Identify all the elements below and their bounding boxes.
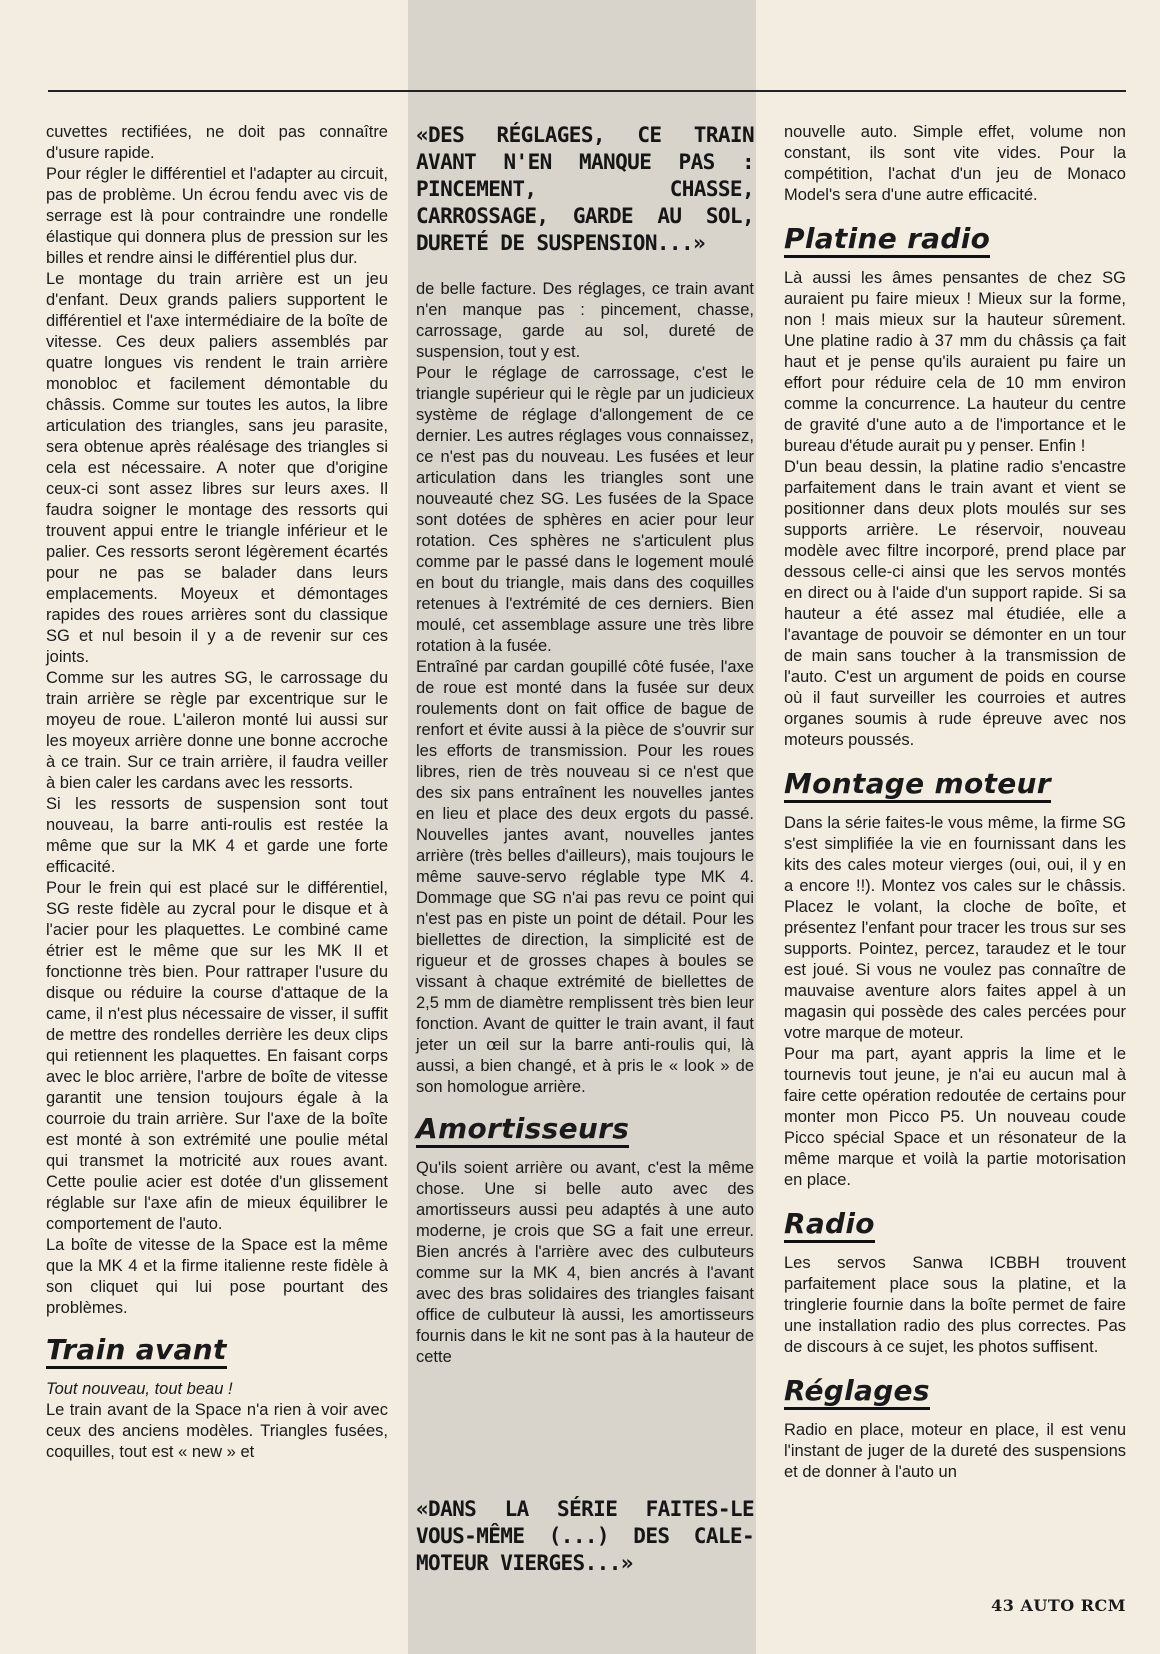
paragraph: Comme sur les autres SG, le carrossage du train arrière se règle par excentrique sur le moyeu de roue. L'aileron monté lui aussi sur les moyeux arrière donne une bonne accroche à ce train. Sur ce train arrière, il faudra veiller à bien caler les cardans avec les ressorts.	[46, 669, 388, 792]
paragraph: Pour ma part, ayant appris la lime et le tournevis tout jeune, je n'ai eu aucun mal à faire cette opération redoutée de certains pour monter mon Picco P5. Un nouveau coude Picco spécial Space et un résonateur de la même marque et voilà la partie motorisation en place.	[784, 1045, 1126, 1189]
magazine-name: AUTO RCM	[1020, 1596, 1126, 1615]
paragraph: Qu'ils soient arrière ou avant, c'est la même chose. Une si belle auto avec des amortisseurs aussi peu adaptés à une auto moderne, je crois que SG a fait une erreur. Bien ancrés à l'arrière avec des culbuteurs comme sur la MK 4, bien ancrés à l'avant avec des bras solidaires des triangles faisant office de culbuteur là aussi, les amortisseurs fournis dans le kit ne sont pas à la hauteur de cette	[416, 1159, 754, 1366]
paragraph: Radio en place, moteur en place, il est venu l'instant de juger de la dureté des suspensions et de donner à l'auto un	[784, 1421, 1126, 1481]
section-intro: Tout nouveau, tout beau !	[46, 1380, 233, 1398]
header-rule	[48, 90, 1126, 92]
section-heading-amortisseurs: Amortisseurs	[416, 1114, 629, 1148]
page-folio	[991, 1596, 1126, 1615]
paragraph: La boîte de vitesse de la Space est la même que la MK 4 et la firme italienne reste fidèle à son cliquet qui lui pose pourtant des problèmes.	[46, 1236, 388, 1317]
section-heading-radio: Radio	[784, 1209, 875, 1243]
article-column-2	[416, 122, 754, 1368]
pull-quote-bottom: «DANS LA SÉRIE FAITES-LE VOUS-MÊME (...) DES CALE-MOTEUR VIERGES...»	[416, 1497, 754, 1575]
paragraph: Pour régler le différentiel et l'adapter au circuit, pas de problème. Un écrou fendu avec vis de serrage est là pour contraindre une rondelle élastique qui donnera plus de pression sur les billes et rendre ainsi le différentiel plus dur.	[46, 165, 388, 267]
section-heading-reglages: Réglages	[784, 1376, 930, 1410]
paragraph: cuvettes rectifiées, ne doit pas connaître d'usure rapide.	[46, 123, 388, 162]
page-number: 43	[991, 1596, 1015, 1615]
article-column-1	[46, 122, 388, 1463]
section-heading-train-avant: Train avant	[46, 1335, 227, 1369]
paragraph: Si les ressorts de suspension sont tout nouveau, la barre anti-roulis est restée la même que sur la MK 4 et garde une forte efficacité.	[46, 795, 388, 876]
paragraph: Le montage du train arrière est un jeu d'enfant. Deux grands paliers supportent le différentiel et l'axe intermédiaire de la boîte de vitesse. Ces deux paliers assemblés par quatre longues vis rendent le train arrière monobloc et facilement démontable du châssis. Comme sur toutes les autos, la libre articulation des triangles, sans jeu parasite, sera obtenue après réalésage des triangles si cela est nécessaire. A noter que d'origine ceux-ci sont assez libres sur leurs axes. Il faudra soigner le montage des ressorts qui trouvent appui entre le triangle inférieur et le palier. Ces ressorts seront légèrement écartés pour ne pas se balader dans leurs emplacements. Moyeux et démontages rapides des roues arrières sont du classique SG et nul besoin il y a de revenir sur ces joints.	[46, 270, 388, 666]
article-column-3	[784, 122, 1126, 1483]
section-heading-platine-radio: Platine radio	[784, 224, 990, 258]
paragraph: Là aussi les âmes pensantes de chez SG auraient pu faire mieux ! Mieux sur la forme, non ! mais mieux sur la hauteur sûrement. Une platine radio à 37 mm du châssis ça fait haut et je pense qu'ils auraient pu faire un effort pour réduire cela de 10 mm environ comme la concurrence. La hauteur du centre de gravité d'une auto a de l'importance et le bureau d'étude aurait pu y penser. Enfin !	[784, 269, 1126, 455]
paragraph: de belle facture. Des réglages, ce train avant n'en manque pas : pincement, chasse, carrossage, garde au sol, dureté de suspension, tout y est.	[416, 280, 754, 361]
paragraph: Pour le frein qui est placé sur le différentiel, SG reste fidèle au zycral pour le disque et à l'acier pour les plaquettes. Le combiné came étrier est le même que sur les MK II et fonctionne très bien. Pour rattraper l'usure du disque ou réduire la course d'attaque de la came, il n'est plus nécessaire de visser, il suffit de mettre des rondelles derrière les deux clips qui retiennent les plaquettes. En faisant corps avec le bloc arrière, l'arbre de boîte de vitesse garantit une tension toujours égale à la courroie du train arrière. Sur l'axe de la boîte est monté à son extrémité une poulie métal qui transmet la motricité aux roues avant. Cette poulie acier est dotée d'un glissement réglable sur l'axe afin de mieux équilibrer le comportement de l'auto.	[46, 879, 388, 1233]
paragraph: Dans la série faites-le vous même, la firme SG s'est simplifiée la vie en fournissant dans les kits des cales moteur vierges (oui, oui, il y en a encore !!). Montez vos cales sur le châssis. Placez le volant, la cloche de boîte, et présentez l'enfant pour tracer les trous sur ses supports. Pointez, percez, taraudez et le tour est joué. Si vous ne voulez pas connaître de mauvaise aventure alors faites appel à un magasin qui possède des cales percées pour votre marque de moteur.	[784, 814, 1126, 1042]
paragraph: Entraîné par cardan goupillé côté fusée, l'axe de roue est monté dans la fusée sur deux roulements dont on fait office de bague de renfort et évite aussi à la pièce de s'ouvrir sur les efforts de transmission. Pour les roues libres, rien de très nouveau si ce n'est que des six pans entraînent les nouvelles jantes en lieu et place des deux ergots du passé. Nouvelles jantes avant, nouvelles jantes arrière (très belles d'ailleurs), mais toujours le même sauve-servo réglable type MK 4. Dommage que SG n'ai pas revu ce point qui n'est pas en piste un point de détail. Pour les biellettes de direction, la simplicité est de rigueur et de grosses chapes à boules se vissant à chaque extrémité de biellettes de 2,5 mm de diamètre remplissent très bien leur fonction. Avant de quitter le train avant, il faut jeter un œil sur la barre anti-roulis qui, là aussi, a bien changé, et à pris le « look » de son homologue arrière.	[416, 658, 754, 1096]
paragraph: Le train avant de la Space n'a rien à voir avec ceux des anciens modèles. Triangles fusées, coquilles, tout est « new » et	[46, 1401, 388, 1461]
paragraph: Les servos Sanwa ICBBH trouvent parfaitement place sous la platine, et la tringlerie fournie dans la boîte permet de faire une installation radio des plus correctes. Pas de discours à ce sujet, les photos suffisent.	[784, 1254, 1126, 1356]
pull-quote-top: «DES RÉGLAGES, CE TRAIN AVANT N'EN MANQUE PAS : PINCEMENT, CHASSE, CARROSSAGE, GARDE AU SOL, DURETÉ DE SUSPENSION...»	[416, 123, 754, 255]
paragraph: D'un beau dessin, la platine radio s'encastre parfaitement dans le train avant et vient se positionner dans deux plots moulés sur ses supports arrière. Le réservoir, nouveau modèle avec filtre incorporé, prend place par dessous celle-ci ainsi que les servos montés en direct ou à l'aide d'un support rapide. Si sa hauteur a été assez mal étudiée, elle a l'avantage de pouvoir se démonter en un tour de main sans toucher à la transmission de l'auto. C'est un argument de poids en course où il faut surveiller les courroies et autres organes soumis à rude épreuve avec nos moteurs poussés.	[784, 458, 1126, 749]
paragraph: nouvelle auto. Simple effet, volume non constant, ils sont vite vides. Pour la compétition, l'achat d'un jeu de Monaco Model's sera d'une autre efficacité.	[784, 123, 1126, 204]
section-heading-montage-moteur: Montage moteur	[784, 769, 1051, 803]
paragraph: Pour le réglage de carrossage, c'est le triangle supérieur qui le règle par un judicieux système de réglage d'allongement de ce dernier. Les autres réglages vous connaissez, ce n'est pas du nouveau. Les fusées et leur articulation dans les triangles sont une nouveauté chez SG. Les fusées de la Space sont dotées de sphères en acier pour leur rotation. Ces sphères ne s'articulent plus comme par le passé dans le logement moulé en bout du triangle, mais dans des coquilles retenues à l'extrémité de ces derniers. Bien moulé, cet assemblage assure une très libre rotation à la fusée.	[416, 364, 754, 655]
